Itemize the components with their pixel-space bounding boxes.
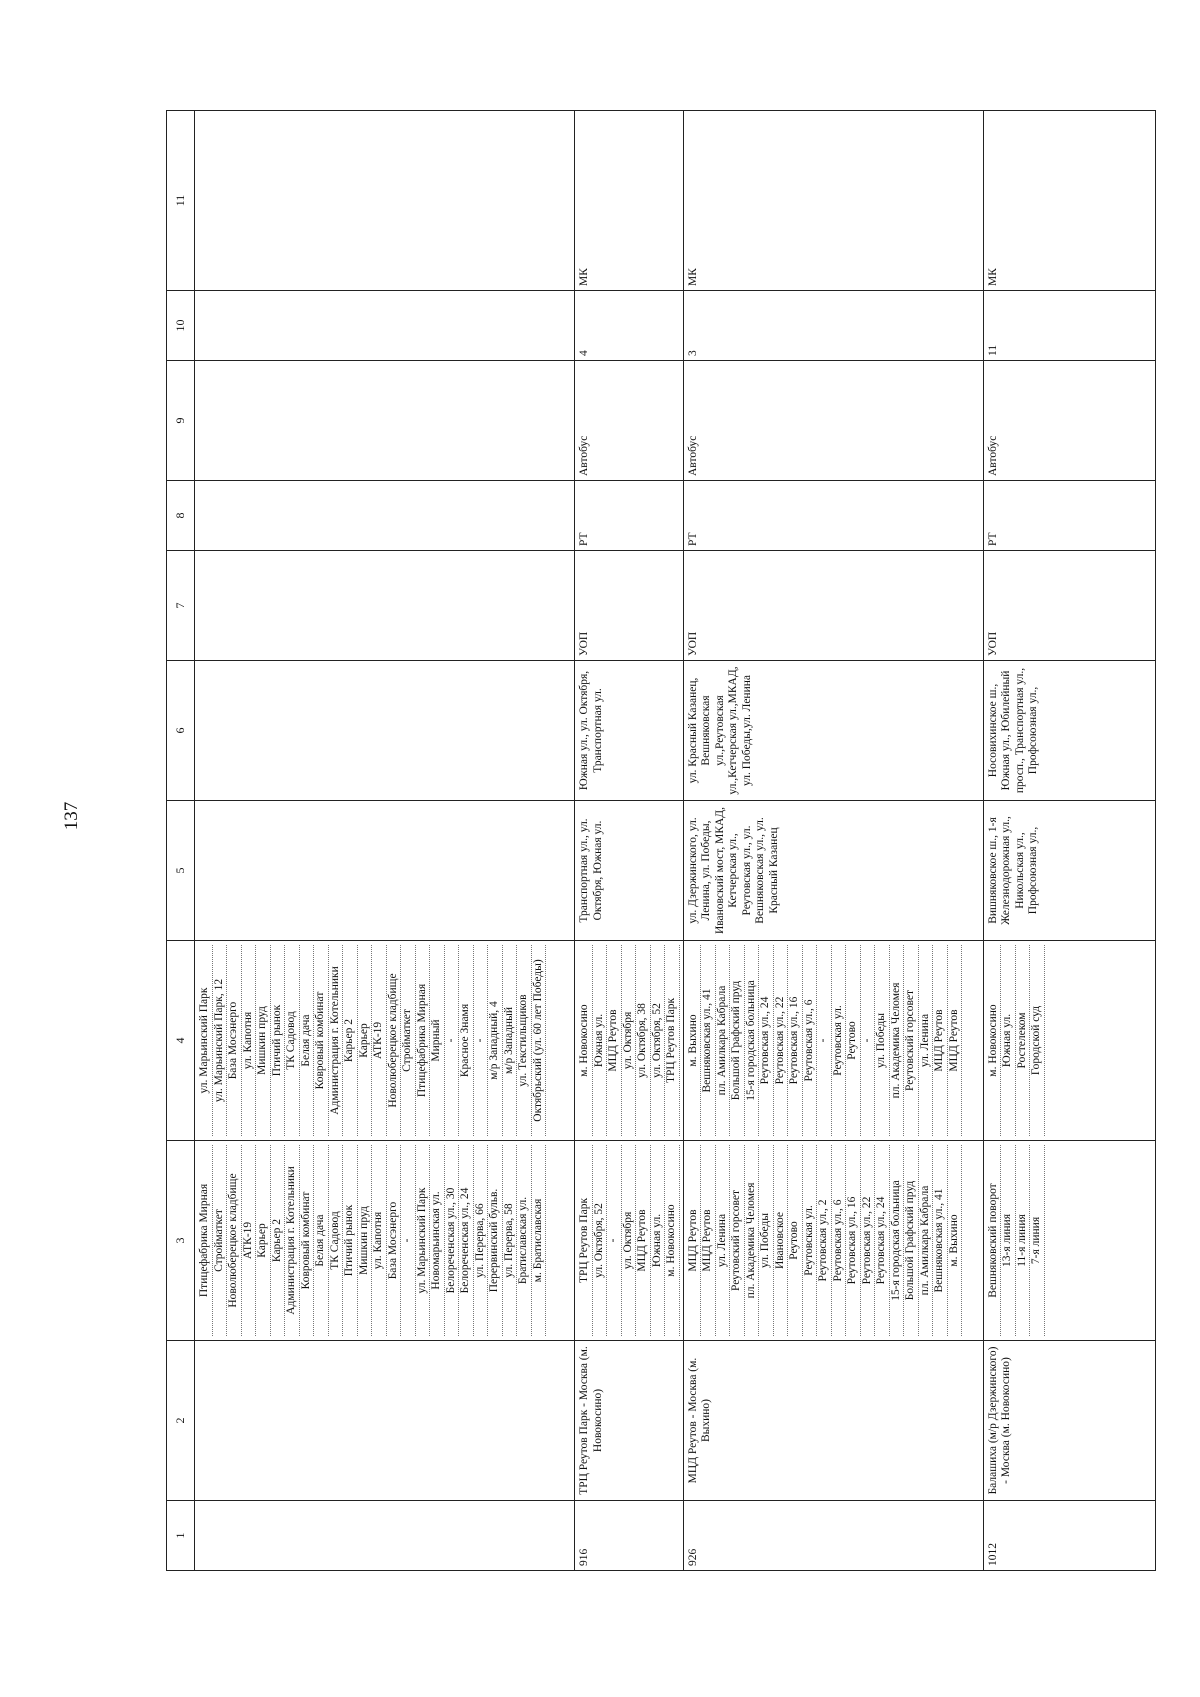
stop-item: Птичий рынок bbox=[343, 1145, 358, 1336]
stops-backward-cell bbox=[983, 941, 1155, 1141]
stop-item: Белореченская ул., 30 bbox=[445, 1145, 460, 1336]
stops-list bbox=[198, 1145, 546, 1336]
empty-cell bbox=[195, 801, 575, 941]
stops-forward-cell bbox=[983, 1141, 1155, 1341]
stop-item: ул. Перерва, 66 bbox=[474, 1145, 489, 1336]
stop-item: м. Братиславская bbox=[532, 1145, 547, 1336]
col-header-8: 8 bbox=[167, 481, 195, 551]
stop-item: Ковровый комбинат bbox=[300, 1145, 315, 1336]
stops-backward-cell bbox=[575, 941, 684, 1141]
vehicle-class: МК bbox=[983, 111, 1155, 291]
stop-item: Реутовская ул., 6 bbox=[832, 1145, 847, 1336]
stop-item: 13-я линия bbox=[1001, 1145, 1016, 1336]
stop-item: Новомарьинская ул. bbox=[430, 1145, 445, 1336]
stop-item: Белореченская ул., 24 bbox=[459, 1145, 474, 1336]
route-name: Балашиха (м/р Дзержинского) - Москва (м. Новокосино) bbox=[983, 1341, 1155, 1501]
stop-item: Красное Знамя bbox=[459, 945, 474, 1136]
stops-order: УОП bbox=[683, 551, 983, 661]
stop-item: Мишкин пруд bbox=[256, 945, 271, 1136]
stop-item: Реутовская ул., 16 bbox=[846, 1145, 861, 1336]
streets-forward: Вишняковское ш., 1-я Железнодорожная ул., Никольская ул., Профсоюзная ул., bbox=[983, 801, 1155, 941]
stop-item: ул. Перерва, 58 bbox=[503, 1145, 518, 1336]
stop-item: 15-я городская больница bbox=[890, 1145, 905, 1336]
stops-list bbox=[578, 945, 680, 1136]
stop-item: Стройматкет bbox=[401, 945, 416, 1136]
stop-item: База Мосэнерго bbox=[387, 1145, 402, 1336]
col-header-11: 11 bbox=[167, 111, 195, 291]
header-row bbox=[167, 111, 195, 1571]
col-header-5: 5 bbox=[167, 801, 195, 941]
stop-item: МЦД Реутов bbox=[701, 1145, 716, 1336]
vehicle-class: МК bbox=[575, 111, 684, 291]
stop-item: Карьер bbox=[358, 945, 373, 1136]
stop-item: ул. Октября, 52 bbox=[651, 945, 666, 1136]
stop-item: ул. Марьинский Парк bbox=[416, 1145, 431, 1336]
stop-item: Реутовская ул., 24 bbox=[875, 1145, 890, 1336]
stop-item: Новолюберецкое кладбище bbox=[227, 1145, 242, 1336]
stop-item: Мирный bbox=[430, 945, 445, 1136]
stop-item: ул. Октября bbox=[622, 1145, 637, 1336]
stop-item: 11-я линия bbox=[1016, 1145, 1031, 1336]
rotated-table-wrapper bbox=[166, 111, 1151, 1571]
empty-cell bbox=[195, 551, 575, 661]
page-number: 137 bbox=[61, 801, 82, 831]
stop-item: м/р Западный, 4 bbox=[488, 945, 503, 1136]
vehicle-class: МК bbox=[683, 111, 983, 291]
stops-list bbox=[578, 1145, 680, 1336]
stop-item: Реутовский горсовет bbox=[730, 1145, 745, 1336]
stop-item: Перервинский бульв. bbox=[488, 1145, 503, 1336]
stop-item: Мишкин пруд bbox=[358, 1145, 373, 1336]
stop-item: - bbox=[607, 1145, 622, 1336]
stop-item: ул. Победы bbox=[875, 945, 890, 1136]
col-header-10: 10 bbox=[167, 291, 195, 361]
stop-item: Карьер 2 bbox=[343, 945, 358, 1136]
stop-item: Реутово bbox=[788, 1145, 803, 1336]
route-name: МЦД Реутов - Москва (м. Выхино) bbox=[683, 1341, 983, 1501]
stop-item: Вешняковская ул., 41 bbox=[933, 1145, 948, 1336]
stop-item: м. Новокосино bbox=[987, 945, 1002, 1136]
stops-order: УОП bbox=[983, 551, 1155, 661]
streets-backward: ул. Красный Казанец, Вешняковская ул.,Реутовская ул.,Кетчерская ул.,МКАД, ул. Победы,ул. Ленина bbox=[683, 661, 983, 801]
stop-item: ул. Ленина bbox=[716, 1145, 731, 1336]
stop-item: Реутовская ул. bbox=[832, 945, 847, 1136]
stop-item: Белая дача bbox=[314, 1145, 329, 1336]
routes-table bbox=[166, 110, 1156, 1571]
stops-list bbox=[687, 945, 963, 1136]
stop-item: Южная ул. bbox=[1001, 945, 1016, 1136]
cont-number-cell bbox=[195, 1501, 575, 1571]
stop-item: Администрация г. Котельники bbox=[329, 945, 344, 1136]
route-number: 1012 bbox=[983, 1501, 1155, 1571]
stop-item: м. Выхино bbox=[687, 945, 702, 1136]
stops-list bbox=[198, 945, 546, 1136]
stop-item: - bbox=[401, 1145, 416, 1336]
stop-item: Стройматкет bbox=[213, 1145, 228, 1336]
tariff: РТ bbox=[683, 481, 983, 551]
route-row bbox=[983, 111, 1155, 1571]
stops-list bbox=[987, 945, 1045, 1136]
stop-item: пл. Амилкара Кабрала bbox=[716, 945, 731, 1136]
col-header-3: 3 bbox=[167, 1141, 195, 1341]
stop-item: Реутовская ул. bbox=[803, 1145, 818, 1336]
stop-item: Братиславская ул. bbox=[517, 1145, 532, 1336]
stop-item: ТК Садовод bbox=[329, 1145, 344, 1336]
col-header-1: 1 bbox=[167, 1501, 195, 1571]
vehicle-type: Автобус bbox=[575, 361, 684, 481]
stop-item: МЦД Реутов bbox=[607, 945, 622, 1136]
stops-forward-cell bbox=[575, 1141, 684, 1341]
route-name: ТРЦ Реутов Парк - Москва (м. Новокосино) bbox=[575, 1341, 684, 1501]
stop-item: Реутовский горсовет bbox=[904, 945, 919, 1136]
cont-name-cell bbox=[195, 1341, 575, 1501]
stop-item: Ивановское bbox=[774, 1145, 789, 1336]
stop-item: м. Выхино bbox=[948, 1145, 963, 1336]
stop-item: База Мосэнерго bbox=[227, 945, 242, 1136]
cont-stops-backward-cell bbox=[195, 941, 575, 1141]
stop-item: - bbox=[861, 945, 876, 1136]
cont-stops-forward-cell bbox=[195, 1141, 575, 1341]
stop-item: АТК-19 bbox=[372, 945, 387, 1136]
stop-item: Карьер bbox=[256, 1145, 271, 1336]
stop-item: Новолюберецкое кладбище bbox=[387, 945, 402, 1136]
route-row bbox=[575, 111, 684, 1571]
col-header-4: 4 bbox=[167, 941, 195, 1141]
stop-item: ул. Капотня bbox=[372, 1145, 387, 1336]
stop-item: Карьер 2 bbox=[271, 1145, 286, 1336]
stop-item: Южная ул. bbox=[651, 1145, 666, 1336]
stop-item: Южная ул. bbox=[593, 945, 608, 1136]
stop-item: пл. Академика Челомея bbox=[890, 945, 905, 1136]
stop-item: МЦД Реутов bbox=[933, 945, 948, 1136]
empty-cell bbox=[195, 661, 575, 801]
empty-cell bbox=[195, 361, 575, 481]
stop-item: ул. Октября, 52 bbox=[593, 1145, 608, 1336]
stop-item: Администрация г. Котельники bbox=[285, 1145, 300, 1336]
stop-item: Октябрьский (ул. 60 лет Победы) bbox=[532, 945, 547, 1136]
stop-item: Белая дача bbox=[300, 945, 315, 1136]
streets-forward: ул. Дзержинского, ул. Ленина, ул. Победы, Ивановский мост, МКАД, Кетчерская ул., Реутовская ул., ул. Вешняковская ул., ул. Красный Казанец bbox=[683, 801, 983, 941]
stop-item: Реутовская ул., 24 bbox=[759, 945, 774, 1136]
stop-item: ул. Текстильщиков bbox=[517, 945, 532, 1136]
stop-item: Вешняковский поворот bbox=[987, 1145, 1002, 1336]
stop-item: Ростелеком bbox=[1016, 945, 1031, 1136]
stop-item: МЦД Реутов bbox=[636, 1145, 651, 1336]
stop-item: ул. Марьинский Парк, 12 bbox=[213, 945, 228, 1136]
stops-order: УОП bbox=[575, 551, 684, 661]
stop-item: Реутово bbox=[846, 945, 861, 1136]
streets-forward: Транспортная ул., ул. Октября, Южная ул. bbox=[575, 801, 684, 941]
stop-item: АТК-19 bbox=[242, 1145, 257, 1336]
vehicle-type: Автобус bbox=[683, 361, 983, 481]
stop-item: Птицефабрика Мирная bbox=[416, 945, 431, 1136]
stop-item: Вешняковская ул., 41 bbox=[701, 945, 716, 1136]
vehicle-count: 4 bbox=[575, 291, 684, 361]
stop-item: Городской суд bbox=[1030, 945, 1045, 1136]
stop-item: ул. Марьинский Парк bbox=[198, 945, 213, 1136]
stop-item: Ковровый комбинат bbox=[314, 945, 329, 1136]
stop-item: м. Новокосино bbox=[578, 945, 593, 1136]
stop-item: ул. Капотня bbox=[242, 945, 257, 1136]
stops-list bbox=[987, 1145, 1045, 1336]
stop-item: МЦД Реутов bbox=[948, 945, 963, 1136]
stop-item: ул. Победы bbox=[759, 1145, 774, 1336]
stop-item: Реутовская ул., 16 bbox=[788, 945, 803, 1136]
stop-item: Реутовская ул., 22 bbox=[774, 945, 789, 1136]
stop-item: ул. Октября, 38 bbox=[636, 945, 651, 1136]
route-number: 926 bbox=[683, 1501, 983, 1571]
stop-item: 7-я линия bbox=[1030, 1145, 1045, 1336]
continuation-row bbox=[195, 111, 575, 1571]
tariff: РТ bbox=[983, 481, 1155, 551]
vehicle-count: 11 bbox=[983, 291, 1155, 361]
stop-item: м/р Западный bbox=[503, 945, 518, 1136]
stop-item: - bbox=[817, 945, 832, 1136]
route-number: 916 bbox=[575, 1501, 684, 1571]
stop-item: МЦД Реутов bbox=[687, 1145, 702, 1336]
empty-cell bbox=[195, 291, 575, 361]
stop-item: Реутовская ул., 22 bbox=[861, 1145, 876, 1336]
streets-backward: Южная ул., ул. Октября, Транспортная ул. bbox=[575, 661, 684, 801]
stop-item: ул. Октября bbox=[622, 945, 637, 1136]
stop-item: Большой Графский пруд bbox=[730, 945, 745, 1136]
col-header-7: 7 bbox=[167, 551, 195, 661]
col-header-2: 2 bbox=[167, 1341, 195, 1501]
stop-item: ул. Ленина bbox=[919, 945, 934, 1136]
stop-item: Реутовская ул., 6 bbox=[803, 945, 818, 1136]
stop-item: ТРЦ Реутов Парк bbox=[578, 1145, 593, 1336]
vehicle-count: 3 bbox=[683, 291, 983, 361]
stops-backward-cell bbox=[683, 941, 983, 1141]
stop-item: Большой Графский пруд bbox=[904, 1145, 919, 1336]
stop-item: Птицефабрика Мирная bbox=[198, 1145, 213, 1336]
stop-item: ТРЦ Реутов Парк bbox=[665, 945, 680, 1136]
empty-cell bbox=[195, 111, 575, 291]
stop-item: пл. Амилкара Кабрала bbox=[919, 1145, 934, 1336]
stop-item: Птичий рынок bbox=[271, 945, 286, 1136]
vehicle-type: Автобус bbox=[983, 361, 1155, 481]
col-header-9: 9 bbox=[167, 361, 195, 481]
stop-item: 15-я городская больница bbox=[745, 945, 760, 1136]
stop-item: Реутовская ул., 2 bbox=[817, 1145, 832, 1336]
stop-item: ТК Садовод bbox=[285, 945, 300, 1136]
stop-item: м. Новокосино bbox=[665, 1145, 680, 1336]
stop-item: - bbox=[474, 945, 489, 1136]
stop-item: пл. Академика Челомея bbox=[745, 1145, 760, 1336]
stop-item: - bbox=[445, 945, 460, 1136]
route-row bbox=[683, 111, 983, 1571]
empty-cell bbox=[195, 481, 575, 551]
streets-backward: Носовихинское ш., Южная ул., Юбилейный просп., Транспортная ул., Профсоюзная ул., bbox=[983, 661, 1155, 801]
col-header-6: 6 bbox=[167, 661, 195, 801]
tariff: РТ bbox=[575, 481, 684, 551]
stops-forward-cell bbox=[683, 1141, 983, 1341]
stops-list bbox=[687, 1145, 963, 1336]
